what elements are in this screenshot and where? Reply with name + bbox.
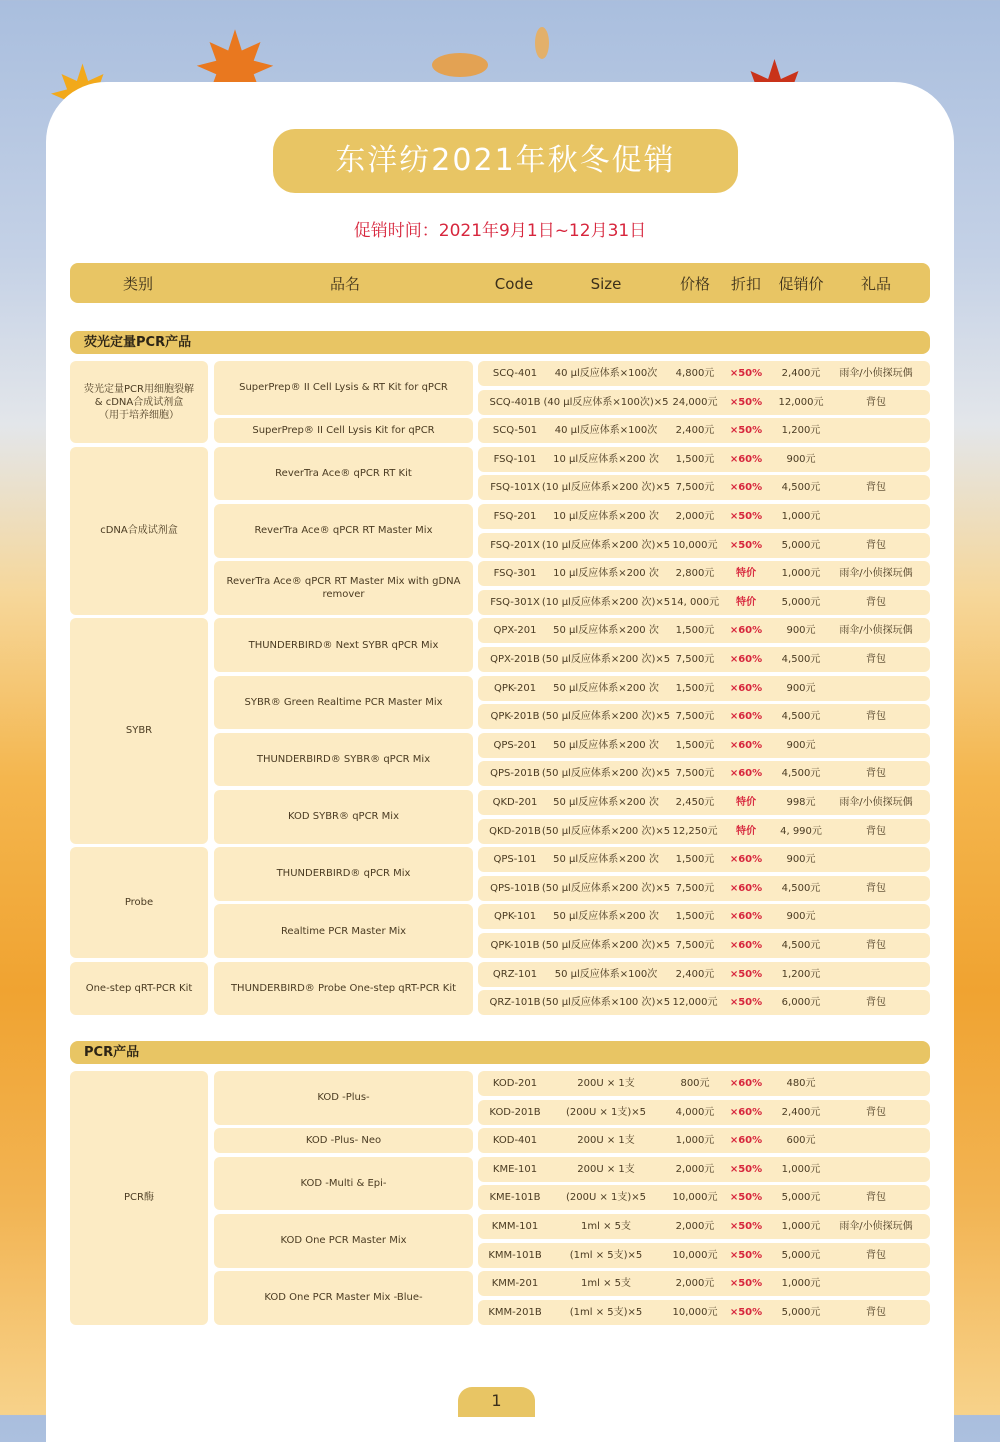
cell-size: (200U × 1支)×5 [565,1106,647,1118]
table-row [478,618,930,643]
cell-promo-price: 1,000元 [781,1278,821,1290]
cell-promo-price: 4,500元 [781,654,821,665]
cell-promo-price: 900元 [786,854,816,866]
cell-price: 10,000元 [672,1192,718,1204]
cell-size: (50 μl反应体系×200 次)×5 [541,654,671,665]
cell-code: FSQ-301X [490,596,540,608]
cell-price: 1,500元 [675,453,715,465]
section-title: PCR产品 [84,1045,140,1060]
header-discount: 折扣 [730,275,762,293]
cell-code: FSQ-101 [493,453,537,465]
cell-promo-price: 1,000元 [781,511,821,522]
category-cell: PCR酶 [70,1071,208,1325]
page-title: 东洋纺2021年秋冬促销 [273,129,738,193]
cell-gift: 背包 [866,882,886,894]
cell-code: FSQ-101X [490,482,540,494]
cell-discount: ×50% [729,997,763,1009]
table-row [478,504,930,529]
cell-price: 12,000元 [672,997,718,1009]
cell-gift: 背包 [866,654,886,665]
cell-gift: 雨伞/小侦探玩偶 [839,368,913,379]
section-header [70,331,930,354]
header-code: Code [494,275,534,293]
cell-discount: ×60% [729,625,763,637]
cell-size: (200U × 1支)×5 [565,1192,647,1204]
cell-gift: 雨伞/小侦探玩偶 [839,797,913,808]
cell-gift: 背包 [866,711,886,723]
cell-size: (50 μl反应体系×200 次)×5 [541,768,671,780]
cell-discount: 特价 [736,825,756,837]
cell-gift: 背包 [866,596,886,608]
cell-price: 1,500元 [675,854,715,866]
cell-gift: 背包 [866,1106,886,1118]
table-row [478,1185,930,1210]
cell-size: 50 μl反应体系×200 次 [553,682,659,694]
category-cell: 荧光定量PCR用细胞裂解 & cDNA合成试剂盒 （用于培养细胞） [70,361,208,443]
cell-size: (10 μl反应体系×200 次)×5 [541,482,671,494]
table-row [478,1243,930,1268]
cell-price: 2,000元 [675,1278,715,1290]
cell-price: 800元 [680,1078,710,1089]
cell-gift: 雨伞/小侦探玩偶 [839,1221,913,1232]
cell-price: 14, 000元 [670,596,720,608]
cell-code: QPS-201B [490,768,540,780]
cell-discount: ×60% [729,654,763,665]
product-cell: ReverTra Ace® qPCR RT Master Mix [214,504,473,558]
cell-price: 7,500元 [675,711,715,723]
cell-discount: ×50% [729,1163,763,1175]
cell-promo-price: 1,000元 [781,1163,821,1175]
cell-promo-price: 6,000元 [781,997,821,1009]
table-row [478,676,930,701]
cell-price: 1,500元 [675,682,715,694]
cell-code: QRZ-101 [492,968,538,980]
cell-price: 4,000元 [675,1106,715,1118]
cell-promo-price: 900元 [786,625,816,637]
cell-promo-price: 5,000元 [781,539,821,551]
cell-discount: ×60% [729,482,763,494]
table-row [478,933,930,958]
cell-price: 12,250元 [672,825,718,837]
cell-size: 50 μl反应体系×200 次 [553,739,659,751]
cell-size: 50 μl反应体系×200 次 [553,854,659,866]
cell-price: 2,400元 [675,968,715,980]
cell-promo-price: 2,400元 [781,368,821,379]
cell-size: 200U × 1支 [577,1078,635,1089]
cell-gift: 雨伞/小侦探玩偶 [839,568,913,580]
cell-gift: 背包 [866,482,886,494]
cell-promo-price: 1,000元 [781,1221,821,1232]
cell-gift: 背包 [866,997,886,1009]
section-title: 荧光定量PCR产品 [84,335,192,350]
category-cell: SYBR [70,618,208,843]
cell-promo-price: 998元 [786,797,816,808]
cell-discount: ×60% [729,940,763,951]
cell-code: KMM-101 [491,1221,539,1232]
cell-discount: ×60% [729,682,763,694]
cell-discount: ×50% [729,1278,763,1290]
cell-code: QPK-201 [493,682,537,694]
cell-price: 1,500元 [675,625,715,637]
table-row [478,1100,930,1125]
cell-code: KMM-101B [488,1249,542,1261]
category-cell: cDNA合成试剂盒 [70,447,208,615]
table-row [478,962,930,987]
cell-size: 50 μl反应体系×200 次 [553,797,659,808]
table-row [478,590,930,615]
cell-size: (50 μl反应体系×200 次)×5 [541,882,671,894]
product-cell: KOD One PCR Master Mix [214,1214,473,1268]
table-row [478,561,930,586]
cell-price: 7,500元 [675,768,715,780]
table-row [478,990,930,1015]
table-header [70,263,930,303]
cell-promo-price: 4,500元 [781,711,821,723]
table-row [478,447,930,472]
table-row [478,1128,930,1153]
table-row [478,704,930,729]
cell-promo-price: 1,200元 [781,425,821,437]
cell-promo-price: 4,500元 [781,882,821,894]
cell-gift: 背包 [866,539,886,551]
cell-size: 200U × 1支 [577,1135,635,1147]
cell-promo-price: 1,200元 [781,968,821,980]
table-row [478,361,930,386]
cell-price: 2,000元 [675,1163,715,1175]
table-row [478,1157,930,1182]
table-row [478,847,930,872]
product-cell: THUNDERBIRD® SYBR® qPCR Mix [214,733,473,787]
table-row [478,904,930,929]
cell-code: KME-101B [489,1192,541,1204]
cell-size: 1ml × 5支 [581,1221,631,1232]
cell-promo-price: 12,000元 [778,396,824,408]
cell-size: 1ml × 5支 [581,1278,631,1290]
category-cell: Probe [70,847,208,958]
cell-promo-price: 1,000元 [781,568,821,580]
page-number: 1 [458,1387,535,1417]
cell-code: KMM-201 [491,1278,539,1290]
cell-size: 200U × 1支 [577,1163,635,1175]
cell-promo-price: 5,000元 [781,1192,821,1204]
product-cell: ReverTra Ace® qPCR RT Kit [214,447,473,501]
cell-code: KMM-201B [488,1306,542,1318]
cell-discount: ×60% [729,882,763,894]
cell-code: FSQ-201 [493,511,537,522]
cell-code: SCQ-401B [489,396,541,408]
cell-discount: ×60% [729,711,763,723]
table-row [478,761,930,786]
cell-discount: ×50% [729,1306,763,1318]
cell-promo-price: 5,000元 [781,596,821,608]
cell-price: 7,500元 [675,654,715,665]
cell-size: (40 μl反应体系×100次)×5 [543,396,669,408]
cell-discount: ×50% [729,968,763,980]
product-cell: KOD -Multi & Epi- [214,1157,473,1211]
cell-code: KOD-201B [489,1106,541,1118]
cell-promo-price: 900元 [786,739,816,751]
cell-code: KME-101 [492,1163,538,1175]
table-row [478,1300,930,1325]
cell-code: QKD-201 [492,797,538,808]
product-cell: SYBR® Green Realtime PCR Master Mix [214,676,473,730]
cell-price: 2,400元 [675,425,715,437]
cell-size: (50 μl反应体系×200 次)×5 [541,711,671,723]
cell-promo-price: 600元 [786,1135,816,1147]
table-row [478,390,930,415]
product-cell: THUNDERBIRD® Next SYBR qPCR Mix [214,618,473,672]
cell-size: 10 μl反应体系×200 次 [553,511,659,522]
cell-promo-price: 480元 [786,1078,816,1089]
cell-code: FSQ-201X [490,539,540,551]
cell-code: QPS-101B [490,882,540,894]
table-row [478,1071,930,1096]
category-cell: One-step qRT-PCR Kit [70,962,208,1016]
cell-size: (50 μl反应体系×100 次)×5 [541,997,671,1009]
cell-price: 7,500元 [675,940,715,951]
cell-promo-price: 5,000元 [781,1306,821,1318]
cell-discount: ×60% [729,768,763,780]
cell-promo-price: 900元 [786,453,816,465]
cell-discount: ×50% [729,1249,763,1261]
cell-promo-price: 4, 990元 [780,825,822,837]
header-promo-price: 促销价 [778,275,824,293]
cell-size: (50 μl反应体系×200 次)×5 [541,940,671,951]
cell-code: SCQ-401 [492,368,538,379]
cell-code: QPK-101B [490,940,540,951]
cell-code: FSQ-301 [493,568,537,580]
table-row [478,475,930,500]
cell-price: 10,000元 [672,1249,718,1261]
cell-code: QPX-201 [493,625,537,637]
cell-price: 1,500元 [675,911,715,923]
cell-discount: 特价 [736,797,756,808]
product-cell: THUNDERBIRD® qPCR Mix [214,847,473,901]
cell-code: QPS-201 [493,739,537,751]
product-cell: KOD -Plus- Neo [214,1128,473,1153]
product-cell: ReverTra Ace® qPCR RT Master Mix with gDNA remover [214,561,473,615]
cell-discount: ×60% [729,1106,763,1118]
cell-code: KOD-401 [492,1135,538,1147]
table-row [478,1214,930,1239]
table-row [478,819,930,844]
cell-price: 1,500元 [675,739,715,751]
promotion-period: 促销时间：2021年9月1日~12月31日 [353,221,647,241]
cell-price: 10,000元 [672,539,718,551]
cell-price: 10,000元 [672,1306,718,1318]
cell-discount: ×50% [729,396,763,408]
header-size: Size [590,275,622,293]
cell-size: 10 μl反应体系×200 次 [553,453,659,465]
cell-code: KOD-201 [492,1078,538,1089]
header-product: 品名 [329,275,361,293]
cell-discount: ×50% [729,1192,763,1204]
table-row [478,418,930,443]
cell-price: 7,500元 [675,882,715,894]
cell-gift: 背包 [866,940,886,951]
cell-price: 7,500元 [675,482,715,494]
cell-discount: 特价 [736,568,756,580]
cell-gift: 背包 [866,396,886,408]
cell-code: QPK-101 [493,911,537,923]
cell-gift: 背包 [866,1306,886,1318]
product-cell: Realtime PCR Master Mix [214,904,473,958]
cell-promo-price: 4,500元 [781,940,821,951]
cell-discount: ×50% [729,425,763,437]
cell-promo-price: 2,400元 [781,1106,821,1118]
cell-code: QPX-201B [490,654,540,665]
table-row [478,733,930,758]
cell-discount: ×60% [729,739,763,751]
header-gift: 礼品 [860,275,892,293]
cell-size: 10 μl反应体系×200 次 [553,568,659,580]
cell-gift: 背包 [866,768,886,780]
product-cell: KOD SYBR® qPCR Mix [214,790,473,844]
table-row [478,1271,930,1296]
table-row [478,876,930,901]
cell-size: 50 μl反应体系×100次 [554,968,658,980]
cell-size: 40 μl反应体系×100次 [554,425,658,437]
cell-size: (1ml × 5支)×5 [569,1249,643,1261]
cell-discount: ×60% [729,453,763,465]
table-row [478,533,930,558]
cell-size: 40 μl反应体系×100次 [554,368,658,379]
cell-code: QKD-201B [489,825,541,837]
cell-promo-price: 5,000元 [781,1249,821,1261]
product-cell: THUNDERBIRD® Probe One-step qRT-PCR Kit [214,962,473,1016]
cell-promo-price: 4,500元 [781,482,821,494]
cell-code: SCQ-501 [492,425,538,437]
cell-price: 2,800元 [675,568,715,580]
cell-size: 50 μl反应体系×200 次 [553,911,659,923]
cell-gift: 雨伞/小侦探玩偶 [839,625,913,637]
header-price: 价格 [679,275,711,293]
product-cell: KOD -Plus- [214,1071,473,1125]
product-cell: SuperPrep® II Cell Lysis Kit for qPCR [214,418,473,443]
cell-code: QRZ-101B [489,997,541,1009]
cell-discount: ×60% [729,1078,763,1089]
section-header [70,1041,930,1064]
product-cell: KOD One PCR Master Mix -Blue- [214,1271,473,1325]
table-row [478,647,930,672]
leaf-icon [430,48,490,83]
cell-discount: ×50% [729,511,763,522]
cell-promo-price: 4,500元 [781,768,821,780]
cell-price: 2,000元 [675,1221,715,1232]
table-row [478,790,930,815]
cell-gift: 背包 [866,825,886,837]
cell-code: QPK-201B [490,711,540,723]
cell-discount: ×60% [729,1135,763,1147]
cell-size: (10 μl反应体系×200 次)×5 [541,596,671,608]
cell-price: 2,450元 [675,797,715,808]
leaf-icon [532,26,552,61]
cell-price: 1,000元 [675,1135,715,1147]
cell-discount: 特价 [736,596,756,608]
cell-discount: ×60% [729,911,763,923]
product-cell: SuperPrep® II Cell Lysis & RT Kit for qPCR [214,361,473,415]
cell-gift: 背包 [866,1249,886,1261]
header-category: 类别 [122,275,154,293]
cell-price: 4,800元 [675,368,715,379]
cell-promo-price: 900元 [786,911,816,923]
cell-size: (10 μl反应体系×200 次)×5 [541,539,671,551]
cell-price: 24,000元 [672,396,718,408]
cell-code: QPS-101 [493,854,537,866]
cell-discount: ×50% [729,368,763,379]
cell-size: (1ml × 5支)×5 [569,1306,643,1318]
cell-discount: ×50% [729,1221,763,1232]
cell-promo-price: 900元 [786,682,816,694]
cell-discount: ×50% [729,539,763,551]
cell-discount: ×60% [729,854,763,866]
cell-price: 2,000元 [675,511,715,522]
cell-size: 50 μl反应体系×200 次 [553,625,659,637]
cell-gift: 背包 [866,1192,886,1204]
cell-size: (50 μl反应体系×200 次)×5 [541,825,671,837]
